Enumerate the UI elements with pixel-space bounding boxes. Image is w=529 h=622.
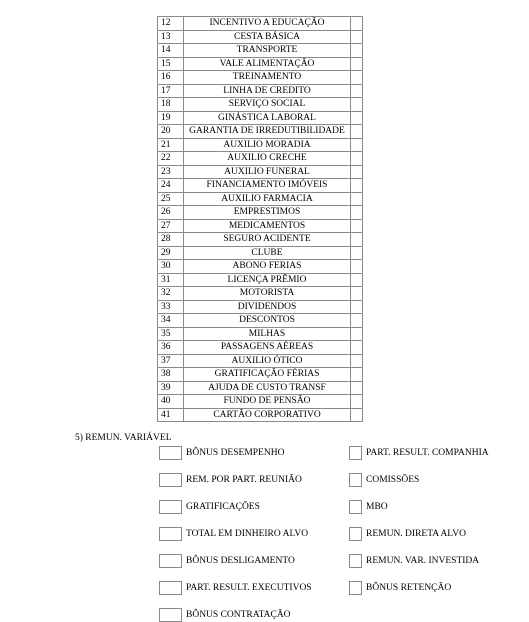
benefit-checkbox[interactable] (351, 138, 363, 152)
benefit-checkbox[interactable] (351, 152, 363, 166)
variable-pay-option-label: BÔNUS DESEMPENHO (186, 448, 285, 458)
benefit-name: PASSAGENS AÉREAS (184, 341, 351, 355)
benefit-number: 15 (158, 57, 184, 71)
benefit-row (158, 300, 363, 314)
benefit-row (158, 125, 363, 139)
benefit-checkbox[interactable] (351, 98, 363, 112)
variable-pay-option-label: PART. RESULT. COMPANHIA (366, 448, 489, 458)
benefit-name: INCENTIVO A EDUCAÇÃO (184, 17, 351, 31)
benefit-checkbox[interactable] (351, 273, 363, 287)
benefit-number: 14 (158, 44, 184, 58)
benefit-number: 16 (158, 71, 184, 85)
benefit-name: DIVIDENDOS (184, 300, 351, 314)
benefit-name: AUXILIO ÓTICO (184, 354, 351, 368)
benefit-checkbox[interactable] (351, 57, 363, 71)
benefit-number: 32 (158, 287, 184, 301)
benefit-name: LICENÇA PRÊMIO (184, 273, 351, 287)
variable-pay-option-label: REMUN. DIRETA ALVO (366, 529, 466, 539)
benefit-checkbox[interactable] (351, 341, 363, 355)
benefit-number: 41 (158, 408, 184, 422)
variable-pay-option-label: BÔNUS RETENÇÃO (366, 583, 452, 593)
variable-pay-checkbox[interactable] (159, 608, 182, 622)
variable-pay-option-label: COMISSÕES (366, 475, 420, 485)
benefit-checkbox[interactable] (351, 84, 363, 98)
benefit-name: AUXILIO FUNERAL (184, 165, 351, 179)
benefit-row (158, 287, 363, 301)
benefit-number: 24 (158, 179, 184, 193)
benefit-number: 39 (158, 381, 184, 395)
benefit-name: AJUDA DE CUSTO TRANSF (184, 381, 351, 395)
benefit-checkbox[interactable] (351, 395, 363, 409)
variable-pay-option[interactable] (159, 500, 260, 514)
variable-pay-option[interactable] (349, 500, 388, 514)
benefit-checkbox[interactable] (351, 246, 363, 260)
benefit-row (158, 17, 363, 31)
benefit-name: SEGURO ACIDENTE (184, 233, 351, 247)
benefit-number: 25 (158, 192, 184, 206)
benefit-checkbox[interactable] (351, 165, 363, 179)
benefit-number: 21 (158, 138, 184, 152)
benefit-row (158, 111, 363, 125)
benefit-row (158, 71, 363, 85)
benefit-row (158, 138, 363, 152)
benefit-name: MOTORISTA (184, 287, 351, 301)
variable-pay-option-label: GRATIFICAÇÕES (186, 502, 260, 512)
benefit-name: AUXILIO CRECHE (184, 152, 351, 166)
variable-pay-checkbox[interactable] (159, 500, 182, 514)
benefit-number: 26 (158, 206, 184, 220)
benefit-name: AUXILIO FARMACIA (184, 192, 351, 206)
benefit-checkbox[interactable] (351, 44, 363, 58)
benefit-number: 13 (158, 30, 184, 44)
variable-pay-option-label: BÔNUS CONTRATAÇÃO (186, 610, 291, 620)
benefit-number: 37 (158, 354, 184, 368)
benefit-row (158, 84, 363, 98)
benefit-row (158, 152, 363, 166)
benefit-number: 30 (158, 260, 184, 274)
benefit-checkbox[interactable] (351, 192, 363, 206)
benefit-row (158, 314, 363, 328)
variable-pay-checkbox[interactable] (349, 473, 362, 487)
variable-pay-checkbox[interactable] (159, 527, 182, 541)
benefit-checkbox[interactable] (351, 179, 363, 193)
benefit-number: 36 (158, 341, 184, 355)
benefit-row (158, 30, 363, 44)
benefit-checkbox[interactable] (351, 30, 363, 44)
benefit-checkbox[interactable] (351, 111, 363, 125)
benefit-checkbox[interactable] (351, 300, 363, 314)
benefit-name: GINÁSTICA LABORAL (184, 111, 351, 125)
benefit-checkbox[interactable] (351, 260, 363, 274)
variable-pay-option[interactable] (159, 554, 295, 568)
benefit-row (158, 395, 363, 409)
benefit-number: 35 (158, 327, 184, 341)
benefit-number: 38 (158, 368, 184, 382)
benefit-checkbox[interactable] (351, 368, 363, 382)
benefit-number: 23 (158, 165, 184, 179)
variable-pay-option-label: MBO (366, 502, 388, 512)
variable-pay-option[interactable] (159, 446, 284, 460)
variable-pay-option[interactable] (159, 608, 291, 622)
benefit-name: MILHAS (184, 327, 351, 341)
benefit-checkbox[interactable] (351, 408, 363, 422)
benefit-checkbox[interactable] (351, 125, 363, 139)
benefit-row (158, 341, 363, 355)
benefit-checkbox[interactable] (351, 327, 363, 341)
variable-pay-checkbox[interactable] (349, 527, 362, 541)
benefit-row (158, 57, 363, 71)
benefit-name: CLUBE (184, 246, 351, 260)
benefit-number: 18 (158, 98, 184, 112)
benefit-name: GARANTIA DE IRREDUTIBILIDADE (184, 125, 351, 139)
benefit-checkbox[interactable] (351, 314, 363, 328)
benefit-number: 31 (158, 273, 184, 287)
variable-pay-option[interactable] (349, 527, 466, 541)
benefit-number: 12 (158, 17, 184, 31)
variable-pay-option-label: TOTAL EM DINHEIRO ALVO (186, 529, 309, 539)
benefit-name: LINHA DE CREDITO (184, 84, 351, 98)
benefit-name: FUNDO DE PENSÃO (184, 395, 351, 409)
benefit-checkbox[interactable] (351, 354, 363, 368)
benefit-row (158, 246, 363, 260)
variable-pay-option-label: REM. POR PART. REUNIÃO (186, 475, 302, 485)
benefit-checkbox[interactable] (351, 233, 363, 247)
variable-pay-checkbox[interactable] (159, 473, 182, 487)
benefit-row (158, 381, 363, 395)
benefit-row (158, 408, 363, 422)
benefit-checkbox[interactable] (351, 381, 363, 395)
benefit-number: 28 (158, 233, 184, 247)
variable-pay-option[interactable] (349, 554, 479, 568)
benefit-row (158, 233, 363, 247)
benefit-number: 29 (158, 246, 184, 260)
benefit-number: 19 (158, 111, 184, 125)
benefit-checkbox[interactable] (351, 206, 363, 220)
benefit-checkbox[interactable] (351, 71, 363, 85)
variable-pay-option[interactable] (349, 446, 489, 460)
variable-pay-option[interactable] (349, 473, 419, 487)
variable-pay-option[interactable] (349, 581, 451, 595)
benefit-name: AUXILIO MORADIA (184, 138, 351, 152)
variable-pay-option[interactable] (159, 473, 302, 487)
benefit-name: FINANCIAMENTO IMÓVEIS (184, 179, 351, 193)
variable-pay-checkbox[interactable] (159, 581, 182, 595)
variable-pay-option-label: REMUN. VAR. INVESTIDA (366, 556, 480, 566)
benefit-row (158, 260, 363, 274)
benefit-name: DESCONTOS (184, 314, 351, 328)
variable-pay-option-label: BÔNUS DESLIGAMENTO (186, 556, 295, 566)
benefit-name: TRANSPORTE (184, 44, 351, 58)
benefit-row (158, 219, 363, 233)
variable-pay-option[interactable] (159, 527, 308, 541)
benefit-row (158, 44, 363, 58)
benefit-row (158, 165, 363, 179)
benefit-name: CARTÃO CORPORATIVO (184, 408, 351, 422)
variable-pay-checkbox[interactable] (349, 500, 362, 514)
benefit-row (158, 192, 363, 206)
benefits-table-body (158, 17, 363, 422)
variable-pay-checkbox[interactable] (349, 554, 362, 568)
benefit-number: 34 (158, 314, 184, 328)
benefit-row (158, 354, 363, 368)
benefit-name: GRATIFICAÇÃO FÉRIAS (184, 368, 351, 382)
variable-pay-option[interactable] (159, 581, 312, 595)
benefit-number: 20 (158, 125, 184, 139)
benefit-name: EMPRESTIMOS (184, 206, 351, 220)
variable-pay-checkbox[interactable] (349, 581, 362, 595)
benefit-row (158, 327, 363, 341)
benefit-number: 27 (158, 219, 184, 233)
benefit-name: CESTA BÁSICA (184, 30, 351, 44)
benefits-table (157, 16, 363, 422)
benefit-row (158, 206, 363, 220)
benefit-row (158, 179, 363, 193)
variable-pay-checkbox[interactable] (349, 446, 362, 460)
benefit-checkbox[interactable] (351, 17, 363, 31)
variable-pay-option-label: PART. RESULT. EXECUTIVOS (186, 583, 312, 593)
benefit-row (158, 368, 363, 382)
variable-pay-checkbox[interactable] (159, 446, 182, 460)
benefit-number: 17 (158, 84, 184, 98)
benefit-checkbox[interactable] (351, 287, 363, 301)
variable-pay-section-title: 5) REMUN. VARIÁVEL (75, 433, 172, 443)
benefit-name: MEDICAMENTOS (184, 219, 351, 233)
benefit-name: ABONO FERIAS (184, 260, 351, 274)
variable-pay-checkbox[interactable] (159, 554, 182, 568)
benefit-number: 22 (158, 152, 184, 166)
benefit-name: SERVIÇO SOCIAL (184, 98, 351, 112)
benefit-name: VALE ALIMENTAÇÃO (184, 57, 351, 71)
benefit-name: TREINAMENTO (184, 71, 351, 85)
benefit-number: 33 (158, 300, 184, 314)
benefit-checkbox[interactable] (351, 219, 363, 233)
benefit-number: 40 (158, 395, 184, 409)
benefit-row (158, 98, 363, 112)
benefit-row (158, 273, 363, 287)
